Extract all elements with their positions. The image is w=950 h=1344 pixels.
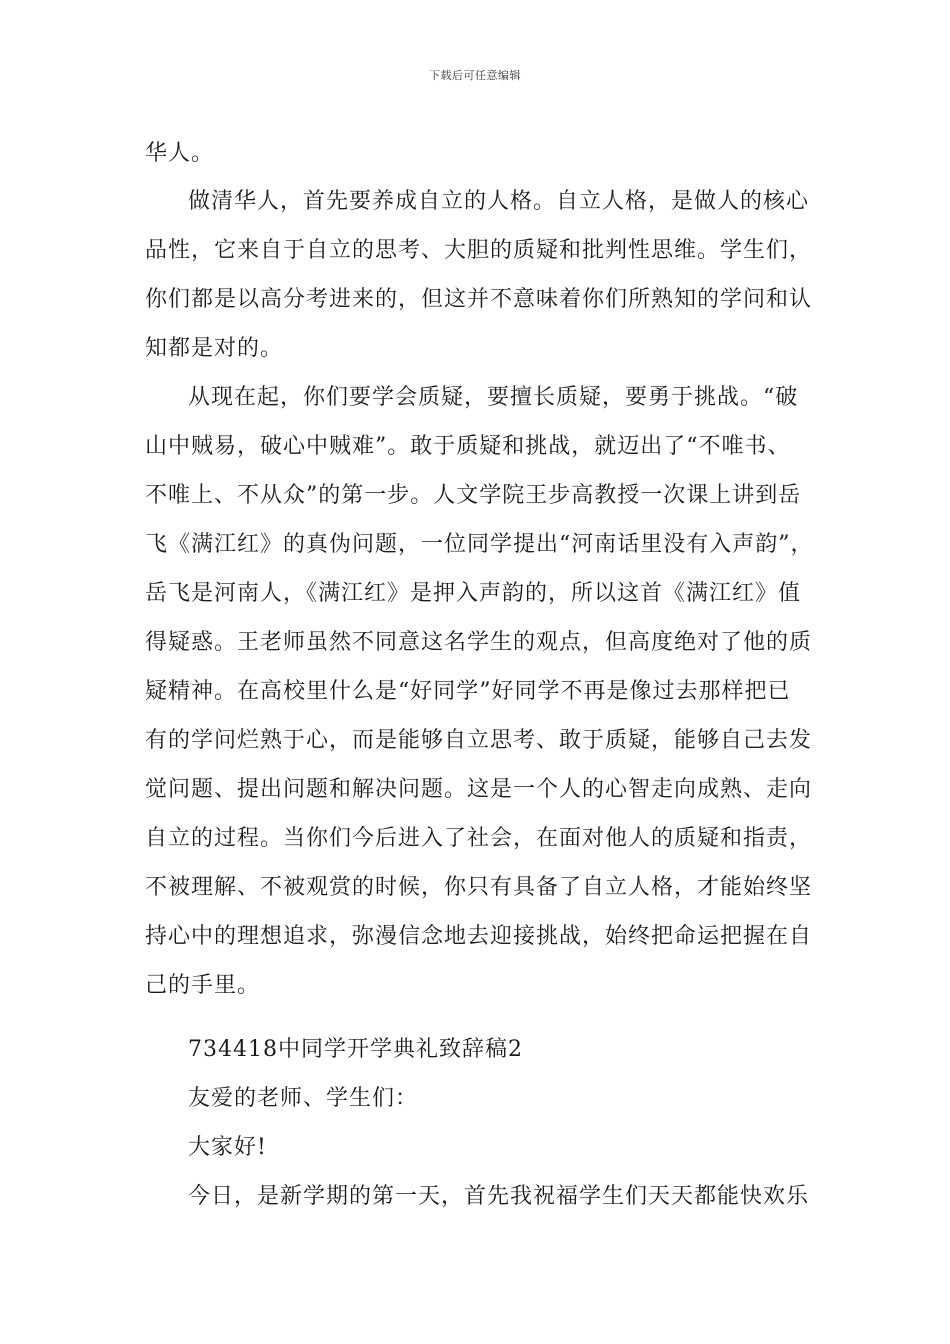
- text-line: 友爱的老师、学生们：: [188, 1086, 419, 1111]
- text-line: 今日，是新学期的第一天，首先我祝福学生们天天都能快欢乐: [188, 1184, 810, 1209]
- text-line: 己的手里。: [145, 973, 261, 998]
- text-line: 从现在起，你们要学会质疑，要擅长质疑，要勇于挑战。“破: [188, 385, 799, 410]
- text-line: 品性，它来自于自立的思考、大胆的质疑和批判性思维。学生们，: [145, 238, 813, 263]
- text-line: 自立的过程。当你们今后进入了社会，在面对他人的质疑和指责，: [145, 826, 813, 851]
- text-line: 知都是对的。: [145, 336, 284, 361]
- text-line: 你们都是以高分考进来的，但这并不意味着你们所熟知的学问和认: [145, 287, 813, 312]
- section-title: 734418中同学开学典礼致辞稿2: [188, 1037, 523, 1062]
- page-header: 下载后可任意编辑: [429, 69, 521, 82]
- text-line: 大家好!: [188, 1135, 267, 1160]
- text-line: 有的学问烂熟于心，而是能够自立思考、敢于质疑，能够自己去发: [145, 728, 813, 753]
- text-line: 山中贼易，破心中贼难”。敢于质疑和挑战，就迈出了“不唯书、: [145, 434, 791, 459]
- text-line: 不唯上、不从众”的第一步。人文学院王步高教授一次课上讲到岳: [145, 483, 802, 508]
- text-line: 飞《满江红》的真伪问题，一位同学提出“河南话里没有入声韵”，: [145, 532, 814, 557]
- text-line: 岳飞是河南人，《满江红》是押入声韵的，所以这首《满江红》值: [145, 581, 802, 606]
- text-line: 觉问题、提出问题和解决问题。这是一个人的心智走向成熟、走向: [145, 777, 813, 802]
- text-line: 疑精神。在高校里什么是“好同学”好同学不再是像过去那样把已: [145, 679, 791, 704]
- text-line: 得疑惑。王老师虽然不同意这名学生的观点，但高度绝对了他的质: [145, 630, 813, 655]
- text-line: 做清华人，首先要养成自立的人格。自立人格，是做人的核心: [188, 189, 810, 214]
- text-line: 持心中的理想追求，弥漫信念地去迎接挑战，始终把命运把握在自: [145, 924, 813, 949]
- text-line: 华人。: [145, 141, 215, 166]
- text-line: 不被理解、不被观赏的时候，你只有具备了自立人格，才能始终坚: [145, 875, 813, 900]
